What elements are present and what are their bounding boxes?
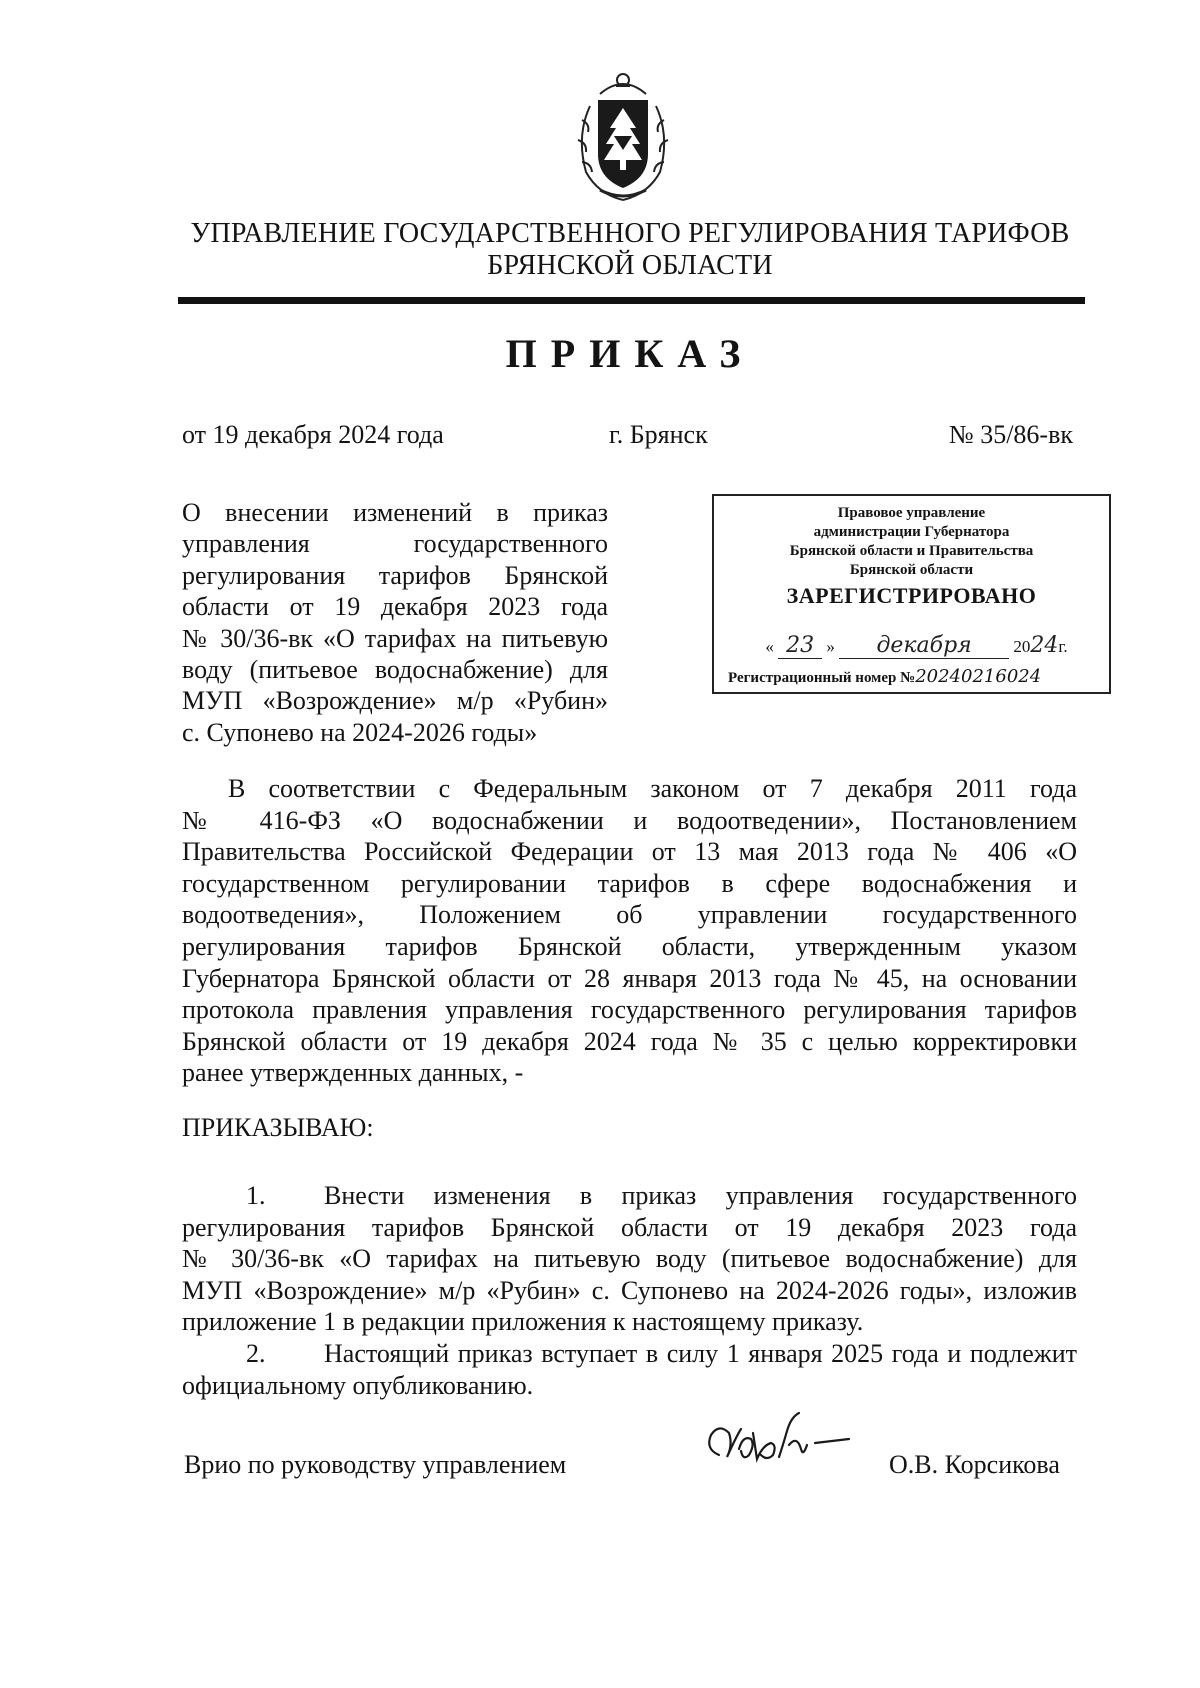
subject-line: О внесении изменений в приказ [182,498,608,527]
stamp-org-line: Брянской области [849,562,974,578]
stamp-month: декабря [839,633,1009,659]
stamp-org-line: Правовое управление [837,505,986,521]
item-2-line: 2. Настоящий приказ вступает в силу 1 января 2025 года и подлежит [182,1338,1077,1370]
stamp-year-prefix: 20 [1013,637,1031,656]
coat-of-arms-emblem [560,66,686,206]
organization-name-line1: УПРАВЛЕНИЕ ГОСУДАРСТВЕННОГО РЕГУЛИРОВАНИЯ ТАРИФОВ [190,218,1070,249]
stamp-regnum-label: Регистрационный номер № [728,670,916,686]
stamp-day: 23 [778,633,822,659]
order-subject [182,497,608,748]
item-1-number: 1. [246,1181,266,1210]
body-line: № 416-ФЗ «О водоснабжении и водоотведении», Постановлением [182,805,1077,835]
subject-line: № 30/36-вк «О тарифах на питьевую [182,623,608,653]
item-1-line: № 30/36-вк «О тарифах на питьевую воду (питьевое водоснабжение) для [182,1244,1077,1274]
body-line: ранее утвержденных данных, - [182,1058,524,1088]
stamp-org-line: администрации Губернатора [813,524,1010,540]
header-divider [178,297,1085,304]
stamp-year-end: г. [1058,637,1068,656]
body-line: Губернатора Брянской области от 28 января 2013 года № 45, на основании [182,963,1077,993]
stamp-date: « 23 » декабря 2024г. [765,633,1068,658]
subject-line: с. Супонево на 2024-2026 годы» [182,717,538,747]
subject-line: воду (питьевое водоснабжение) для [182,655,608,685]
stamp-year-suffix: 24 [1030,633,1059,658]
stamp-registration-number [728,666,1103,687]
order-items [182,1180,1077,1401]
body-line: регулирования тарифов Брянской области, утвержденным указом [182,931,1077,961]
preamble-paragraph [182,773,1077,1089]
organization-name-line2: БРЯНСКОЙ ОБЛАСТИ [487,250,773,281]
item-1-line: регулирования тарифов Брянской области от 19 декабря 2023 года [182,1212,1077,1242]
signatory-position: Врио по руководству управлением [184,1450,567,1479]
subject-line: области от 19 декабря 2023 года [182,592,608,622]
item-2-line: официальному опубликованию. [182,1370,534,1400]
stamp-registered-label: ЗАРЕГИСТРИРОВАНО [786,583,1037,608]
body-line: Брянской области от 19 декабря 2024 года № 35 с целью корректировки [182,1026,1077,1056]
body-line: государственном регулировании тарифов в сфере водоснабжения и [182,868,1077,898]
body-line: В соответствии с Федеральным законом от 7 декабря 2011 года [228,774,1077,803]
body-line: водоотведения», Положением об управлении государственного [182,900,1077,930]
handwritten-signature [697,1405,857,1480]
subject-line: управления государственного [182,529,608,559]
order-directive-heading: ПРИКАЗЫВАЮ: [182,1113,374,1142]
stamp-org-line: Брянской области и Правительства [789,543,1034,559]
item-2-number: 2. [246,1338,266,1368]
registration-stamp [712,494,1111,694]
body-line: Правительства Российской Федерации от 13 мая 2013 года № 406 «О [182,837,1077,867]
item-1-line: МУП «Возрождение» м/р «Рубин» с. Супонево на 2024-2026 годы», изложив [182,1275,1077,1305]
item-1-line: приложение 1 в редакции приложения к настоящему приказу. [182,1307,864,1337]
body-line: протокола правления управления государственного регулирования тарифов [182,995,1077,1025]
item-1-line: 1. Внести изменения в приказ управления государственного [182,1180,1077,1212]
signatory-name: О.В. Корсикова [889,1450,1060,1479]
document-title: ПРИКАЗ [505,331,755,376]
order-city: г. Брянск [609,420,708,449]
subject-line: регулирования тарифов Брянской [182,560,608,590]
stamp-regnum-value: 20240216024 [915,666,1042,687]
order-date: от 19 декабря 2024 года [182,420,444,449]
order-number: № 35/86-вк [948,420,1073,449]
subject-line: МУП «Возрождение» м/р «Рубин» [182,686,608,716]
